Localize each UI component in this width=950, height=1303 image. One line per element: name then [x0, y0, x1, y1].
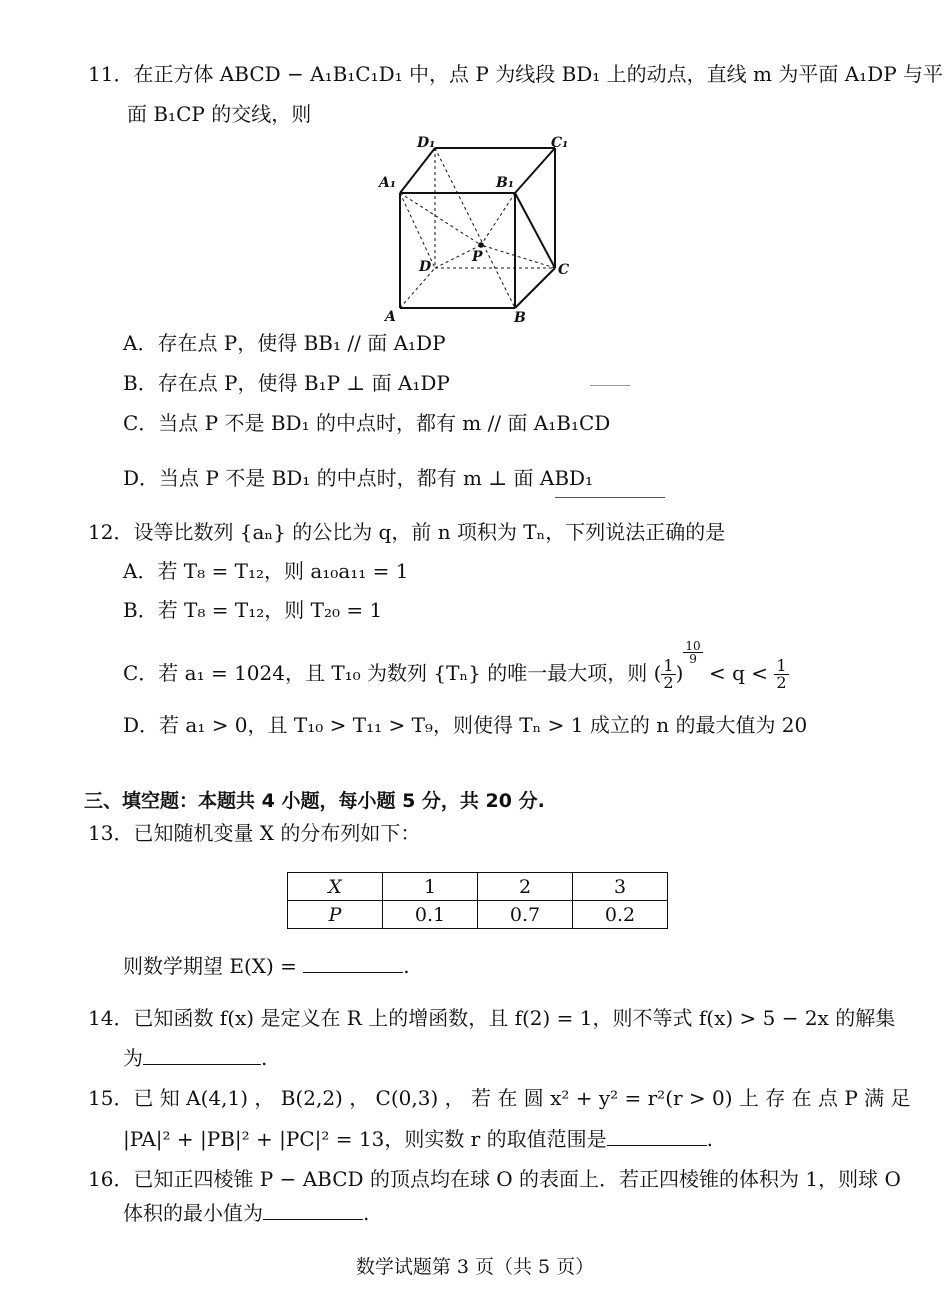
scan-line	[555, 497, 665, 498]
table-cell: 0.2	[573, 901, 668, 929]
q13-stem: 已知随机变量 X 的分布列如下：	[133, 821, 421, 845]
segment-B1P	[481, 193, 515, 245]
q15-number: 15．	[88, 1086, 134, 1110]
q15-prefix: |PA|² + |PB|² + |PC|² = 13，则实数 r 的取值范围是	[123, 1127, 607, 1151]
segment-B1C	[515, 193, 555, 268]
q15-answer-blank[interactable]	[607, 1125, 707, 1146]
distribution-table	[287, 872, 668, 929]
edge-BC	[515, 268, 555, 308]
label-P: P	[472, 249, 483, 265]
q12-option-d: D．若 a₁ > 0，且 T₁₀ > T₁₁ > T₉，则使得 Tₙ > 1 成立的 n 的最大值为 20	[123, 713, 808, 737]
inequality-mid: < q <	[702, 661, 775, 685]
q11-line1	[88, 60, 943, 88]
q12-option-c	[123, 639, 789, 692]
q14-stem-line1: 已知函数 f(x) 是定义在 R 上的增函数，且 f(2) = 1，则不等式 f(x) > 5 − 2x 的解集	[133, 1006, 896, 1030]
segment-A1P	[400, 193, 481, 245]
q11-number: 11．	[88, 62, 134, 86]
label-D: D	[419, 259, 432, 275]
q12-option-a: A．若 T₈ = T₁₂，则 a₁₀a₁₁ = 1	[123, 559, 409, 583]
label-A: A	[385, 309, 396, 325]
q16-period: .	[363, 1201, 370, 1225]
q16-line1	[88, 1165, 901, 1193]
q14-answer-blank[interactable]	[143, 1044, 261, 1065]
q13-period: .	[403, 954, 410, 978]
q15-line1	[88, 1084, 911, 1112]
q16-answer-blank[interactable]	[263, 1199, 363, 1220]
q12-option-c-formula	[653, 639, 789, 692]
q13-line	[88, 819, 420, 847]
q16-prefix: 体积的最小值为	[123, 1201, 263, 1225]
q12-option-c-text: C．若 a₁ = 1024，且 T₁₀ 为数列 {Tₙ} 的唯一最大项，则	[123, 661, 648, 685]
q13-answer-blank[interactable]	[303, 952, 403, 973]
q14-line2	[123, 1044, 267, 1072]
q14-number: 14．	[88, 1006, 134, 1030]
table-cell: P	[288, 901, 383, 929]
scan-mark	[590, 385, 630, 386]
q12-number: 12．	[88, 520, 134, 544]
paren-open: (	[653, 661, 662, 685]
q11-option-a: A．存在点 P，使得 BB₁ // 面 A₁DP	[123, 331, 446, 355]
paren-close: )	[675, 661, 684, 685]
q13-number: 13．	[88, 821, 134, 845]
q11-stem-line1: 在正方体 ABCD − A₁B₁C₁D₁ 中，点 P 为线段 BD₁ 上的动点，直线 m 为平面 A₁DP 与平	[133, 62, 944, 86]
q13-answer-prefix: 则数学期望 E(X) =	[123, 954, 297, 978]
table-cell: 2	[478, 873, 573, 901]
table-row	[288, 901, 668, 929]
point-P	[478, 242, 484, 248]
q16-number: 16．	[88, 1167, 134, 1191]
q11-stem-line2: 面 B₁CP 的交线，则	[127, 102, 312, 126]
frac-half-right: $\frac{1}{2}$	[776, 656, 787, 692]
q14-line1	[88, 1004, 895, 1032]
frac-exponent: $\frac{10}{9}$	[685, 639, 701, 666]
label-D1: D₁	[417, 135, 436, 151]
q12-option-b: B．若 T₈ = T₁₂，则 T₂₀ = 1	[123, 598, 383, 622]
q14-period: .	[261, 1046, 268, 1070]
q16-line2	[123, 1199, 369, 1227]
q11-option-c: C．当点 P 不是 BD₁ 的中点时，都有 m // 面 A₁B₁CD	[123, 411, 611, 435]
q15-stem-line1: 已 知 A(4,1) ， B(2,2) ， C(0,3) ， 若 在 圆 x² + y² = r²(r > 0) 上 存 在 点 P 满 足	[133, 1086, 911, 1110]
q12-line	[88, 518, 725, 546]
table-row	[288, 873, 668, 901]
section-heading: 三、填空题：本题共 4 小题，每小题 5 分，共 20 分.	[84, 790, 545, 812]
label-B1: B₁	[496, 175, 514, 191]
q16-stem-line1: 已知正四棱锥 P − ABCD 的顶点均在球 O 的表面上．若正四棱锥的体积为 1，则球 O	[133, 1167, 901, 1191]
label-A1: A₁	[379, 175, 396, 191]
segment-BD1	[435, 148, 515, 308]
q12-stem: 设等比数列 {aₙ} 的公比为 q，前 n 项积为 Tₙ，下列说法正确的是	[133, 520, 726, 544]
q11-option-b: B．存在点 P，使得 B₁P ⊥ 面 A₁DP	[123, 371, 450, 395]
label-B: B	[514, 310, 526, 326]
table-cell: 0.1	[383, 901, 478, 929]
table-cell: 3	[573, 873, 668, 901]
label-C: C	[558, 262, 570, 278]
table-cell: 1	[383, 873, 478, 901]
table-cell: 0.7	[478, 901, 573, 929]
page-footer: 数学试题第 3 页（共 5 页）	[355, 1256, 595, 1278]
q14-prefix: 为	[123, 1046, 143, 1070]
edge-A1D1	[400, 148, 435, 193]
q15-line2	[123, 1125, 713, 1153]
q13-answer-line	[123, 952, 410, 980]
cube-figure	[375, 133, 575, 328]
table-cell: X	[288, 873, 383, 901]
q11-option-d: D．当点 P 不是 BD₁ 的中点时，都有 m ⊥ 面 ABD₁	[123, 466, 594, 490]
frac-half-base: $\frac{1}{2}$	[663, 656, 674, 692]
q15-period: .	[706, 1127, 713, 1151]
label-C1: C₁	[551, 135, 569, 151]
edge-B1C1	[515, 148, 555, 193]
